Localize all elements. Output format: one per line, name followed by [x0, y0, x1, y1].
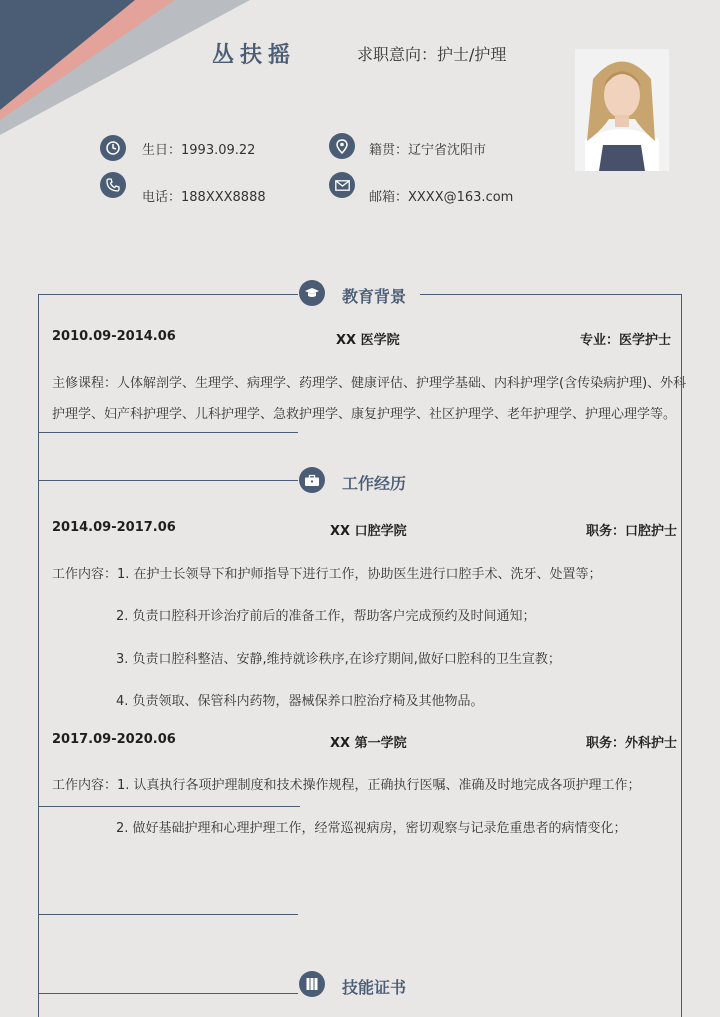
education-courses-line: 主修课程：人体解剖学、生理学、病理学、药理学、健康评估、护理学基础、内科护理学(含传染病护理)、外科 [52, 376, 687, 391]
education-school: XX 医学院 [336, 333, 400, 348]
clock-icon [100, 135, 126, 161]
work-duty-line: 2. 负责口腔科开诊治疗前后的准备工作，帮助客户完成预约及时间通知； [116, 609, 536, 624]
book-icon [299, 971, 325, 997]
work-organization: XX 第一学院 [330, 736, 407, 751]
section-divider [38, 806, 300, 807]
briefcase-icon [299, 467, 325, 493]
work-organization: XX 口腔学院 [330, 524, 407, 539]
work-duty-line: 4. 负责领取、保管科内药物，器械保养口腔治疗椅及其他物品。 [116, 694, 484, 709]
work-period: 2017.09-2020.06 [52, 732, 176, 747]
corner-decoration [0, 0, 250, 140]
education-period: 2010.09-2014.06 [52, 329, 176, 344]
section-divider [38, 914, 298, 915]
section-divider [38, 432, 298, 433]
section-divider [38, 993, 298, 994]
work-role: 职务：口腔护士 [586, 524, 678, 539]
work-role: 职务：外科护士 [586, 736, 678, 751]
phone-number: 电话：188XXX8888 [142, 190, 266, 205]
section-divider [38, 294, 298, 295]
skills-title: 技能证书 [342, 978, 407, 997]
work-period: 2014.09-2017.06 [52, 520, 176, 535]
work-duty-line: 工作内容：1. 在护士长领导下和护师指导下进行工作，协助医生进行口腔手术、洗牙、处置等； [52, 567, 602, 582]
phone-icon [100, 172, 126, 198]
candidate-name: 丛扶摇 [212, 43, 297, 68]
work-duty-line: 2. 做好基础护理和心理护理工作，经常巡视病房，密切观察与记录危重患者的病情变化； [116, 821, 627, 836]
graduation-cap-icon [299, 280, 325, 306]
work-title: 工作经历 [342, 474, 407, 493]
mail-icon [329, 172, 355, 198]
job-intent: 求职意向：护士/护理 [357, 45, 507, 64]
birth-date: 生日：1993.09.22 [142, 143, 256, 158]
frame-left-line [38, 294, 39, 1017]
section-divider [420, 294, 681, 295]
education-courses-line: 护理学、妇产科护理学、儿科护理学、急救护理学、康复护理学、社区护理学、老年护理学、护理心理学等。 [52, 407, 677, 422]
location-icon [329, 133, 355, 159]
native-place: 籍贯：辽宁省沈阳市 [369, 143, 487, 158]
frame-right-line [681, 294, 682, 1017]
profile-photo [575, 49, 669, 171]
section-divider [38, 480, 298, 481]
work-duty-line: 工作内容：1. 认真执行各项护理制度和技术操作规程，正确执行医嘱、准确及时地完成各项护理工作； [52, 778, 641, 793]
email-address: 邮箱：XXXX@163.com [369, 190, 514, 205]
education-major: 专业：医学护士 [580, 333, 672, 348]
work-duty-line: 3. 负责口腔科整洁、安静,维持就诊秩序,在诊疗期间,做好口腔科的卫生宣教； [116, 652, 561, 667]
education-title: 教育背景 [342, 287, 407, 306]
